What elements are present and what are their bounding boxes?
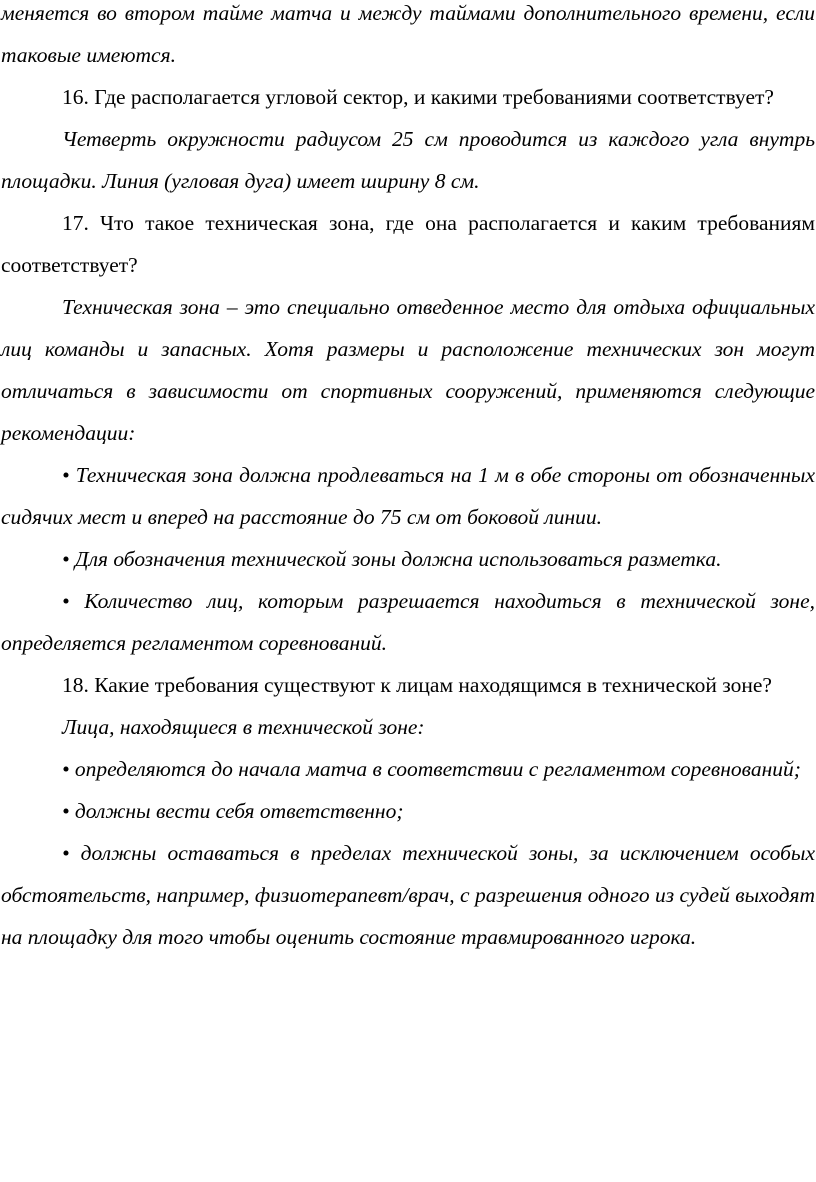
question-18: 18. Какие требования существуют к лицам находящимся в технической зоне? (62, 673, 772, 697)
answer-18-bullet-3: • должны оставаться в пределах технической зоны, за исключением особых обстоятельств, например, физиотерапевт/врач, с разрешения одного из судей выходят на площадку для того чтобы оценить состояние травмированного игрока. (1, 841, 815, 949)
answer-17-intro: Техническая зона – это специально отведенное место для отдыха официальных лиц команды и запасных. Хотя размеры и расположение технических зон могут отличаться в зависимости от спортивных сооружений, применяются следующие рекомендации: (1, 295, 815, 445)
answer-18-intro: Лица, находящиеся в технической зоне: (62, 715, 425, 739)
answer-15-continuation: меняется во втором тайме матча и между таймами дополнительного времени, если таковые имеются. (1, 1, 815, 67)
answer-16: Четверть окружности радиусом 25 см проводится из каждого угла внутрь площадки. Линия (угловая дуга) имеет ширину 8 см. (1, 127, 815, 193)
answer-17-bullet-2: • Для обозначения технической зоны должна использоваться разметка. (62, 547, 722, 571)
question-17: 17. Что такое техническая зона, где она располагается и каким требованиям соответствует? (1, 211, 815, 277)
answer-18-bullet-2: • должны вести себя ответственно; (62, 799, 404, 823)
answer-18-bullet-1: • определяются до начала матча в соответствии с регламентом соревнований; (62, 757, 801, 781)
question-16: 16. Где располагается угловой сектор, и какими требованиями соответствует? (62, 85, 774, 109)
answer-17-bullet-1: • Техническая зона должна продлеваться на 1 м в обе стороны от обозначенных сидячих мест и вперед на расстояние до 75 см от боковой линии. (1, 463, 815, 529)
answer-17-bullet-3: • Количество лиц, которым разрешается находиться в технической зоне, определяется регламентом соревнований. (1, 589, 815, 655)
